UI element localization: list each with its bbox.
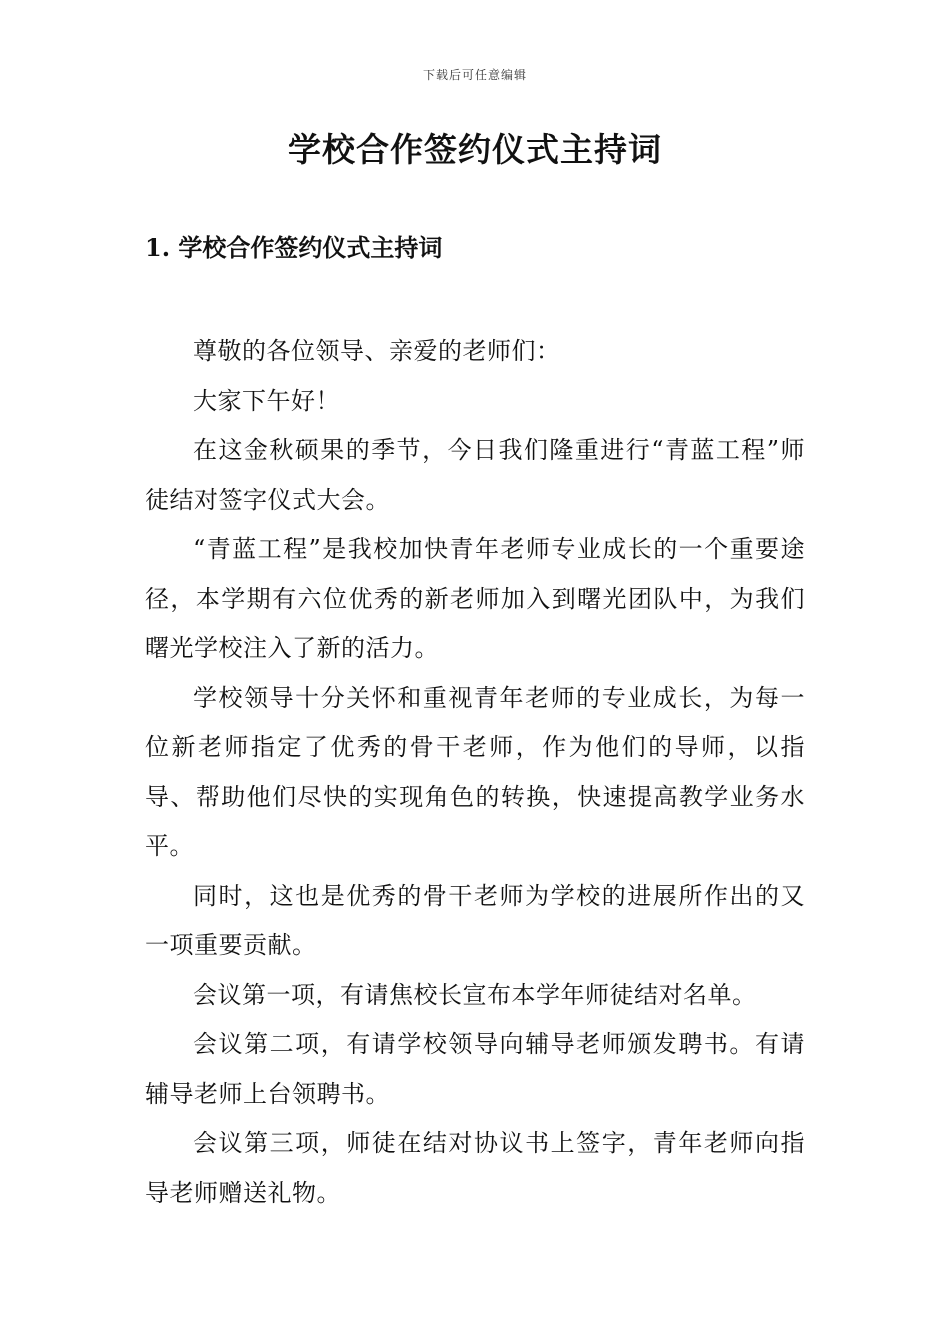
paragraph-contribution: 同时，这也是优秀的骨干老师为学校的进展所作出的又一项重要贡献。 xyxy=(145,881,805,959)
paragraph-agenda-item-1: 会议第一项，有请焦校长宣布本学年师徒结对名单。 xyxy=(193,980,757,1009)
paragraph-project-intro: “青蓝工程”是我校加快青年老师专业成长的一个重要途径，本学期有六位优秀的新老师加入到曙光团队中，为我们曙光学校注入了新的活力。 xyxy=(145,535,805,662)
paragraph-salutation: 尊敬的各位领导、亲爱的老师们： xyxy=(193,337,561,365)
paragraph-greeting: 大家下午好！ xyxy=(193,386,340,415)
header-note: 下载后可任意编辑 xyxy=(422,68,527,82)
document-body xyxy=(145,327,805,1218)
paragraph-opening: 在这金秋硕果的季节，今日我们隆重进行“青蓝工程”师徒结对签字仪式大会。 xyxy=(145,436,805,514)
document-title: 学校合作签约仪式主持词 xyxy=(288,130,662,169)
section-heading: 1. 学校合作签约仪式主持词 xyxy=(145,233,443,262)
paragraph-leadership: 学校领导十分关怀和重视青年老师的专业成长，为每一位新老师指定了优秀的骨干老师，作为他们的导师，以指导、帮助他们尽快的实现角色的转换，快速提高教学业务水平。 xyxy=(145,683,805,860)
paragraph-agenda-item-3: 会议第三项，师徒在结对协议书上签字，青年老师向指导老师赠送礼物。 xyxy=(145,1129,805,1207)
paragraph-agenda-item-2: 会议第二项，有请学校领导向辅导老师颁发聘书。有请辅导老师上台领聘书。 xyxy=(145,1030,805,1108)
